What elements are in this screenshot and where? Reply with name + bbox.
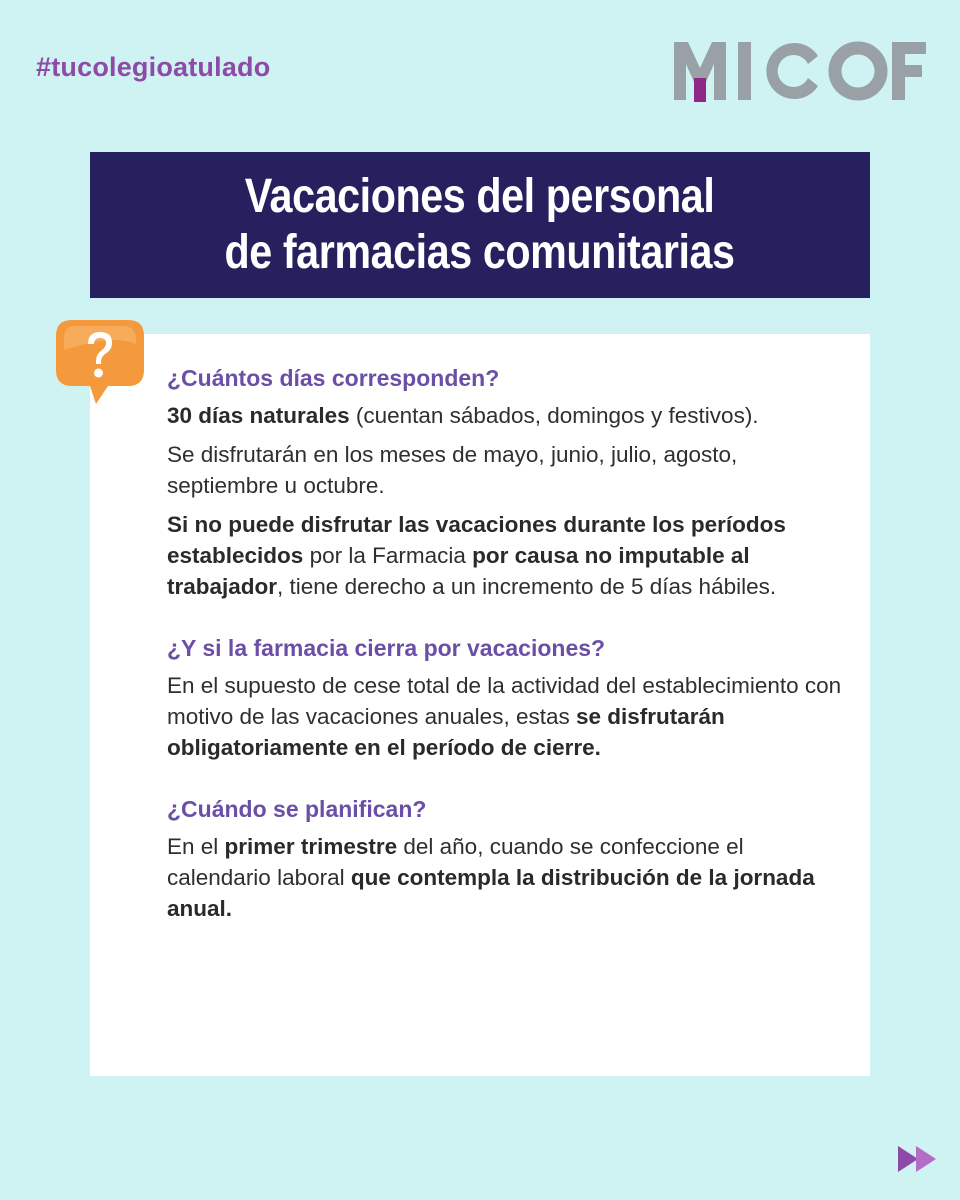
text: En el supuesto de cese total de la actividad del establecimiento con motivo de las vacaciones anuales, estas (167, 673, 842, 729)
title-line-2: de farmacias comunitarias (224, 226, 736, 279)
text: Se disfrutarán en los meses de mayo, junio, julio, agosto, septiembre u octubre. (167, 442, 738, 498)
paragraph (167, 831, 847, 924)
paragraph (167, 439, 847, 501)
bold-text: por causa no imputable al trabajador (167, 543, 750, 599)
bold-text: que contempla la distribución de la jornada anual. (167, 865, 815, 921)
text: del año, cuando se confeccione el calendario laboral (167, 834, 744, 890)
bold-text: Si no puede disfrutar las vacaciones durante los períodos establecidos (167, 512, 786, 568)
text: por la Farmacia (303, 543, 473, 568)
bold-text: primer trimestre (224, 834, 398, 859)
micof-logo (672, 38, 928, 102)
fast-forward-icon[interactable] (896, 1144, 940, 1174)
section-cierre (167, 632, 847, 763)
text: En el (167, 834, 225, 859)
paragraph (167, 400, 847, 431)
title-banner (90, 152, 870, 298)
section-heading: ¿Cuántos días corresponden? (167, 365, 500, 391)
bold-text: se disfrutarán obligatoriamente en el período de cierre. (167, 704, 725, 760)
text: (cuentan sábados, domingos y festivos). (349, 403, 759, 428)
paragraph (167, 509, 847, 602)
content (167, 362, 847, 954)
page-title (225, 169, 735, 281)
title-line-1: Vacaciones del personal (245, 170, 715, 223)
paragraph (167, 670, 847, 763)
section-dias (167, 362, 847, 602)
section-planificacion (167, 793, 847, 924)
question-bubble-icon (52, 314, 148, 410)
bold-text: 30 días naturales (167, 403, 350, 428)
text: , tiene derecho a un incremento de 5 días hábiles. (277, 574, 777, 599)
section-heading: ¿Cuándo se planifican? (167, 796, 427, 822)
hashtag: #tucolegioatulado (36, 52, 271, 82)
section-heading: ¿Y si la farmacia cierra por vacaciones? (167, 635, 606, 661)
